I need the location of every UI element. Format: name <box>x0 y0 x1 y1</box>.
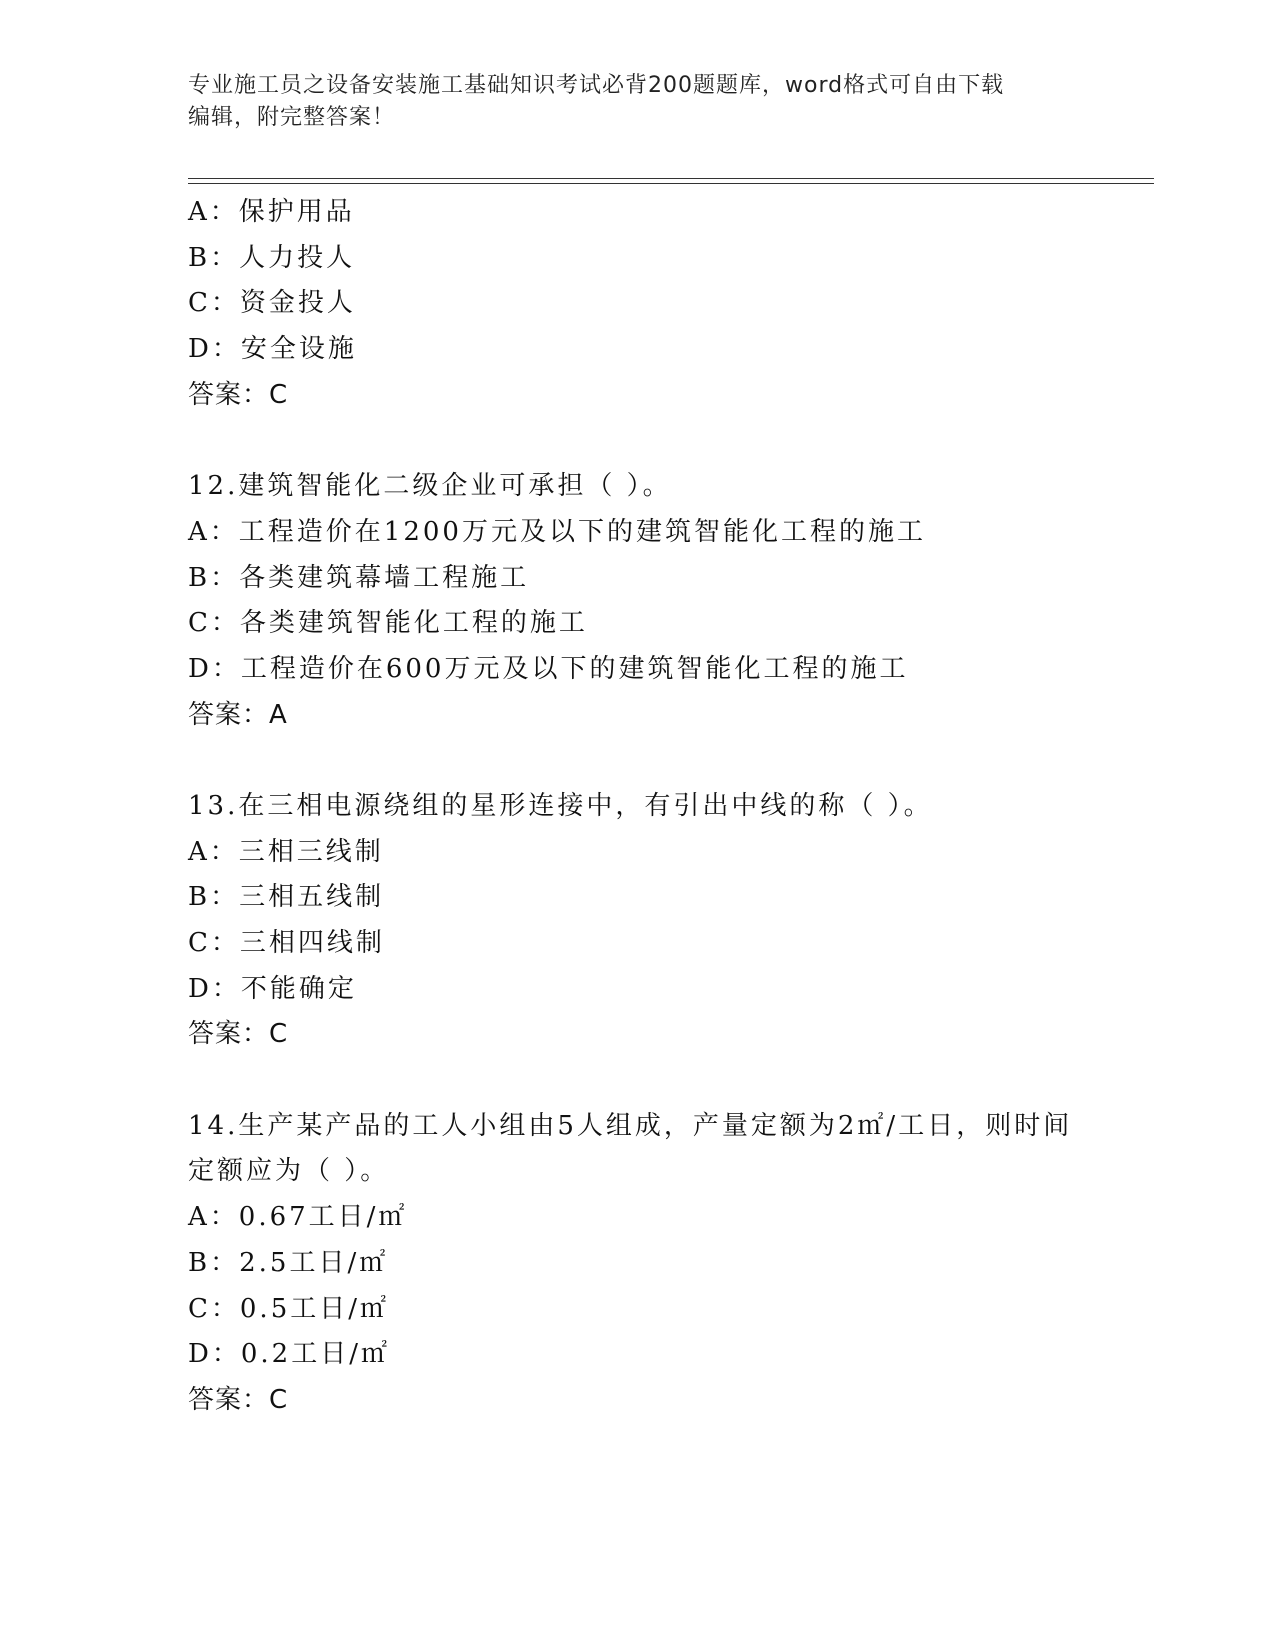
answer-line: 答案：C <box>188 1384 289 1415</box>
option-d: D：不能确定 <box>188 973 357 1004</box>
question-text: 13.在三相电源绕组的星形连接中，有引出中线的称（ ）。 <box>188 790 933 821</box>
question-block-13 <box>188 784 1088 1058</box>
option-d: D：安全设施 <box>188 334 357 365</box>
spacer <box>188 1058 1088 1104</box>
question-text-line-2: 定额应为（ ）。 <box>188 1156 390 1187</box>
option-b: B：三相五线制 <box>188 882 385 913</box>
option-c: C：三相四线制 <box>188 928 385 958</box>
question-text: 12.建筑智能化二级企业可承担（ ）。 <box>188 471 672 502</box>
question-block-12 <box>188 464 1088 738</box>
page-header <box>188 70 1088 134</box>
option-c: C：各类建筑智能化工程的施工 <box>188 608 588 639</box>
option-b: B：2.5工日/㎡ <box>188 1247 389 1278</box>
question-block-11 <box>188 190 1088 418</box>
header-title-line-2: 编辑，附完整答案！ <box>188 105 396 130</box>
question-text-line-1: 14.生产某产品的工人小组由5人组成，产量定额为2㎡/工日，则时间 <box>188 1110 1073 1141</box>
option-a: A：三相三线制 <box>188 836 384 867</box>
answer-line: 答案：C <box>188 379 289 410</box>
option-c: C：0.5工日/㎡ <box>188 1293 390 1324</box>
option-d: D：0.2工日/㎡ <box>188 1339 390 1370</box>
option-b: B：人力投人 <box>188 242 356 273</box>
option-a: A：保护用品 <box>188 197 355 227</box>
question-block-14 <box>188 1104 1088 1424</box>
option-a: A：0.67工日/㎡ <box>188 1202 408 1233</box>
option-b: B：各类建筑幕墙工程施工 <box>188 562 530 593</box>
answer-line: 答案：A <box>188 699 288 730</box>
answer-line: 答案：C <box>188 1019 289 1050</box>
spacer <box>188 738 1088 784</box>
spacer <box>188 418 1088 464</box>
option-a: A：工程造价在1200万元及以下的建筑智能化工程的施工 <box>188 516 926 547</box>
option-d: D：工程造价在600万元及以下的建筑智能化工程的施工 <box>188 653 909 684</box>
option-c: C：资金投人 <box>188 288 356 319</box>
header-title-line-1: 专业施工员之设备安装施工基础知识考试必背200题题库，word格式可自由下载 <box>188 73 1005 98</box>
header-double-rule <box>188 178 1154 184</box>
document-body <box>188 190 1088 1424</box>
